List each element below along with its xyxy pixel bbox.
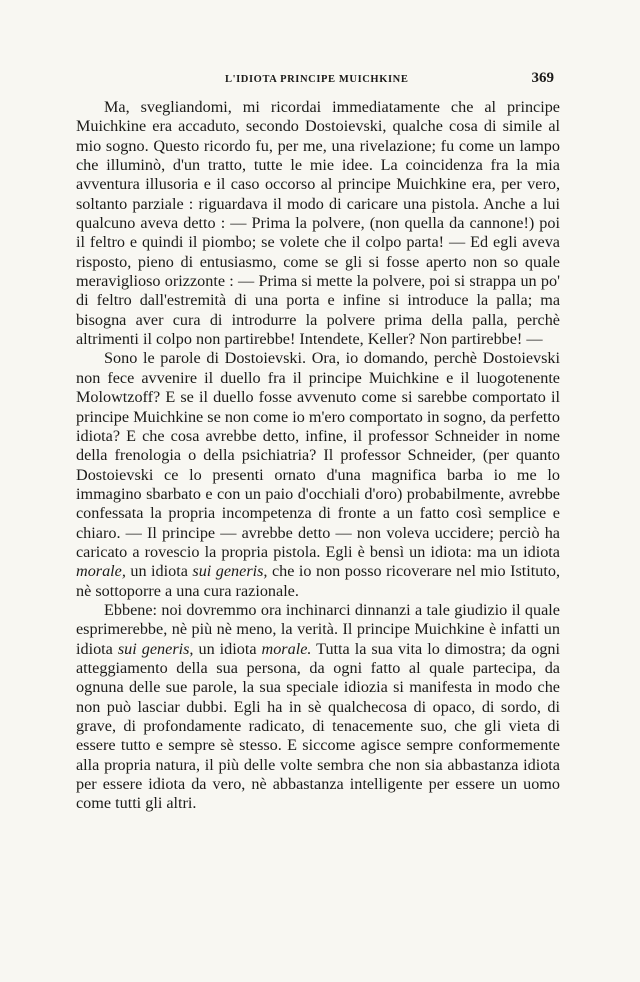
page-number: 369 [531,70,554,86]
running-title: L'IDIOTA PRINCIPE MUICHKINE [225,74,409,85]
paragraph-3-italic-1: sui generis, [117,639,194,658]
paragraph-2-text-3: che io non posso ricoverare nel mio Istituto, nè sottoporre a una cura razionale. [76,562,561,600]
paragraph-1: Ma, svegliandomi, mi ricordai immediatamente che al principe Muichkine era accaduto, secondo Dostoievski, qualche cosa di simile al mio sogno. Questo ricordo fu, per me, una rivelazione; fu come un lampo che illuminò, d'un tratto, tutte le mie idee. La coincidenza fra la mia avventura illusoria e il caso occorso al principe Muichkine era, per vero, soltanto parziale : riguardava il modo di caricare una pistola. Anche a lui qualcuno aveva detto : — Prima la polvere, (non quella da cannone!) poi il feltro e quindi il piombo; se volete che il colpo parta! — Ed egli aveva risposto, pieno di entusiasmo, come se gli si fosse aperto non so quale meraviglioso orizzonte : — Prima si mette la polvere, poi si strappa un po' di feltro dall'estremità di una porta e infine si introduce la palla; ma bisogna aver cura di introdurre la polvere prima della palla, perchè altrimenti il colpo non partirebbe! Intendete, Keller? Non partirebbe! — [76,98,560,349]
body-text [76,98,560,814]
paragraph-3 [76,601,560,814]
paragraph-3-text-3: Tutta la sua vita lo dimostra; da ogni atteggiamento della sua persona, da ogni fatto al quale partecipa, da ognuna delle sue parole, la sua speciale idiozia si manifesta in modo che non può lasciar dubbi. Egli ha in sè qualchecosa di opaco, di sordo, di grave, di profondamente radicato, di tenacemente suo, che gli vieta di essere tutto e sempre sè stesso. E siccome agisce sempre conformemente alla propria natura, il più delle volte sembra che non sia abbastanza idiota per essere idiota da vero, nè abbastanza intelligente per essere un uomo come tutti gli altri. [76,639,561,813]
paragraph-3-italic-2: morale. [261,639,312,658]
paragraph-2-text-1: Sono le parole di Dostoievski. Ora, io domando, perchè Dostoievski non fece avvenire il duello fra il principe Muichkine e il luogotenente Molowtzoff? E se il duello fosse avvenuto come si sarebbe comportato il principe Muichkine se non come io m'ero comportato in sogno, da perfetto idiota? E che cosa avrebbe detto, infine, il professor Schneider in nome della frenologia o della psichiatria? Il professor Schneider, (per quanto Dostoievski ce lo presenti ornato d'una magnifica barba io me lo immagino sbarbato e con un paio d'occhiali d'oro) probabilmente, avrebbe confessata la propria incompetenza di fronte a un fatto così semplice e chiaro. — Il principe — avrebbe detto — non voleva uccidere; perciò ha caricato a rovescio la propria pistola. Egli è bensì un idiota: ma un idiota [76,349,560,561]
paragraph-2-italic-2: sui generis, [192,562,268,581]
paragraph-2 [76,349,560,600]
paragraph-3-text-1: Ebbene: noi dovremmo ora inchinarci dinnanzi a tale giudizio il quale esprimerebbe, nè più nè meno, la verità. Il principe Muichkine è infatti un idiota [76,600,560,658]
paragraph-2-text-2: un idiota [130,562,188,581]
paragraph-2-italic-1: morale, [76,562,126,581]
page-header [0,70,640,92]
paragraph-3-text-2: un idiota [198,639,257,658]
